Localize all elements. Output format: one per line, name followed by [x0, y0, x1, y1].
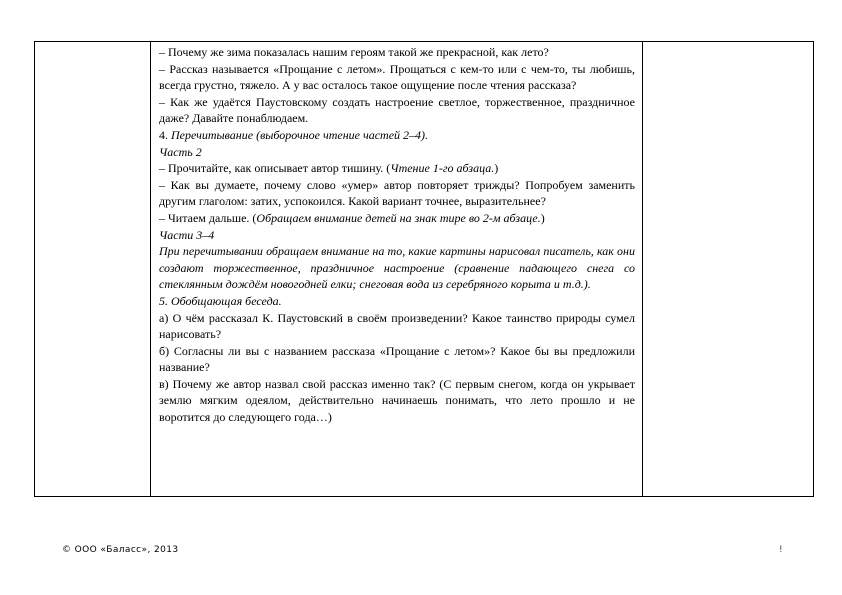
heading-discussion: 5. Обобщающая беседа.: [159, 293, 282, 308]
lesson-text: [159, 44, 635, 426]
paragraph-read-further: – Читаем дальше. (Обращаем внимание детей на знак тире во 2-м абзаце.): [159, 210, 545, 225]
question-c: в) Почему же автор назвал свой рассказ именно так? (С первым снегом, когда он укрывает землю мягким одеялом, действительно начинаешь понимать, что лето прошло и не воротится до следующего года…): [159, 376, 635, 425]
paragraph-word-died: – Как вы думаете, почему слово «умер» автор повторяет трижды? Попробуем заменить другим глаголом: затих, успокоился. Какой вариант точнее, выразительнее?: [159, 177, 635, 209]
heading-rereading: 4. Перечитывание (выборочное чтение частей 2–4).: [159, 127, 429, 142]
footer-copyright: © ООО «Баласс», 2013: [62, 545, 179, 555]
page-number: !: [779, 545, 783, 555]
paragraph-mood: – Как же удаётся Паустовскому создать настроение светлое, торжественное, праздничное даже? Давайте понаблюдаем.: [159, 94, 635, 126]
table-cell-right: [643, 42, 813, 496]
heading-part-2: Часть 2: [159, 144, 202, 159]
table-cell-left: [35, 42, 151, 496]
paragraph-silence: – Прочитайте, как описывает автор тишину. (Чтение 1-го абзаца.): [159, 161, 499, 176]
question-a: а) О чём рассказал К. Паустовский в своём произведении? Какое таинство природы сумел нарисовать?: [159, 310, 635, 342]
lesson-table: [34, 41, 814, 497]
paragraph-question-winter: – Почему же зима показалась нашим героям такой же прекрасной, как лето?: [159, 45, 549, 59]
paragraph-story-title: – Рассказ называется «Прощание с летом». Прощаться с кем-то или с чем-то, ты любишь, всегда грустно, тяжело. А у вас осталось такое ощущение после чтения рассказа?: [159, 61, 635, 93]
heading-parts-3-4: Части 3–4: [159, 227, 215, 242]
question-b: б) Согласны ли вы с названием рассказа «Прощание с летом»? Какое бы вы предложили название?: [159, 343, 635, 375]
paragraph-rereading-note: При перечитывании обращаем внимание на то, какие картины нарисовал писатель, как они создают торжественное, праздничное настроение (сравнение падающего снега со стеклянным дождём новогодней елки; снеговая вода из серебряного корыта и т.д.).: [159, 244, 635, 292]
table-cell-content: [151, 42, 643, 496]
